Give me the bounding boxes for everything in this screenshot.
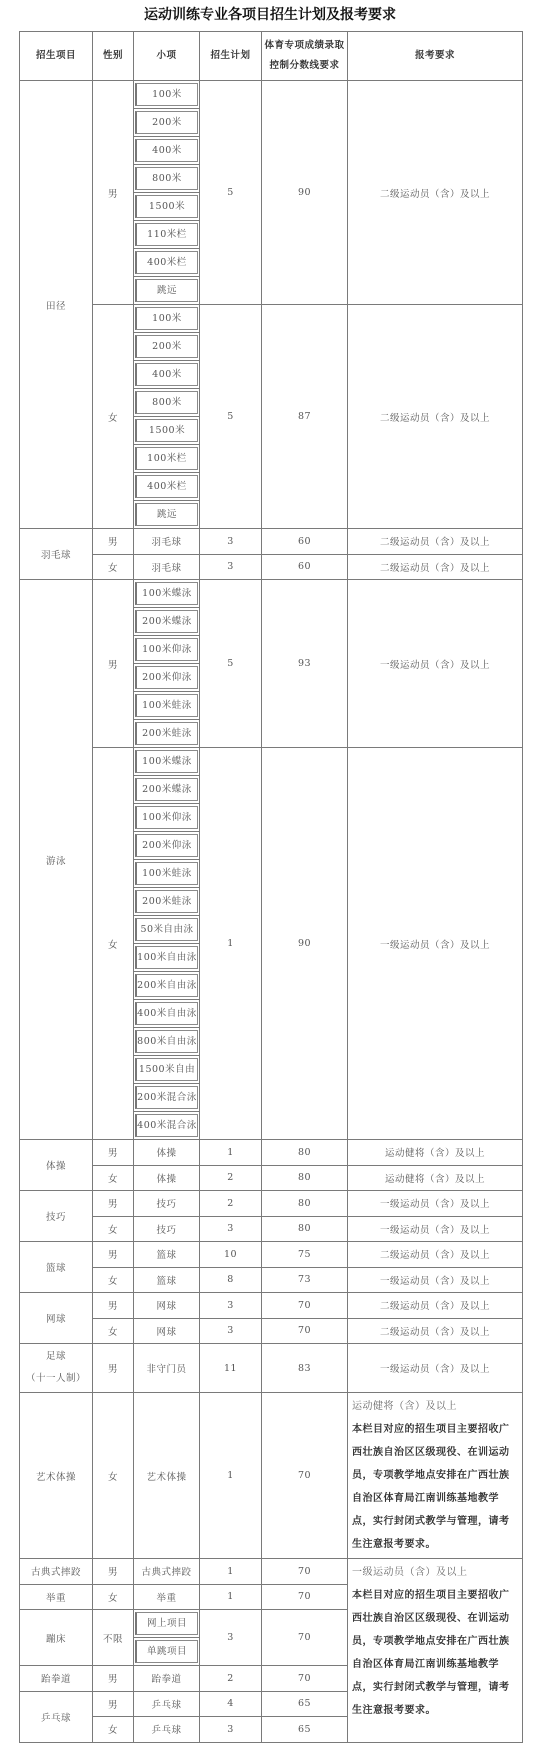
requirement-cell: 一级运动员（含）及以上 [348,1216,523,1242]
score-cell: 75 [262,1242,348,1268]
event-label: 100米 [135,307,198,330]
score-cell: 70 [262,1610,348,1666]
gender-cell: 男 [93,1191,134,1217]
event-cell [134,804,200,832]
project-cell [20,1344,93,1393]
project-cell: 网球 [20,1293,93,1344]
event-cell [134,972,200,1000]
table-row [20,1318,523,1344]
plan-cell: 1 [200,1584,262,1610]
plan-cell: 1 [200,1393,262,1559]
event-label: 单跳项目 [135,1640,198,1663]
table-row [20,1140,523,1166]
event-cell [134,361,200,389]
event-label: 100米自由泳 [135,946,198,969]
gender-cell: 女 [93,305,134,529]
event-label: 200米蛙泳 [135,722,198,745]
event-cell: 体操 [134,1165,200,1191]
event-cell: 篮球 [134,1267,200,1293]
event-label: 100米蛙泳 [135,862,198,885]
project-cell: 篮球 [20,1242,93,1293]
requirement-cell: 二级运动员（含）及以上 [348,1293,523,1319]
event-cell [134,636,200,664]
event-cell [134,1084,200,1112]
requirement-cell: 一级运动员（含）及以上 [348,1267,523,1293]
event-cell [134,888,200,916]
score-cell: 80 [262,1140,348,1166]
event-cell [134,580,200,608]
project-cell: 举重 [20,1584,93,1610]
event-cell: 网球 [134,1318,200,1344]
event-cell: 羽毛球 [134,529,200,555]
score-cell: 80 [262,1216,348,1242]
event-label: 200米仰泳 [135,666,198,689]
table-row [20,748,523,776]
event-cell: 乒乓球 [134,1717,200,1743]
score-cell: 90 [262,748,348,1140]
plan-cell: 3 [200,554,262,580]
gender-cell: 女 [93,1216,134,1242]
gender-cell: 女 [93,554,134,580]
header-row [20,32,523,81]
event-cell [134,1056,200,1084]
score-cell: 83 [262,1344,348,1393]
plan-cell: 5 [200,580,262,748]
event-label: 200米蛙泳 [135,890,198,913]
project-cell: 游泳 [20,580,93,1140]
requirement-cell: 二级运动员（含）及以上 [348,305,523,529]
event-label: 200米仰泳 [135,834,198,857]
gender-cell: 女 [93,1393,134,1559]
project-cell: 乒乓球 [20,1691,93,1742]
event-cell: 篮球 [134,1242,200,1268]
event-cell [134,1610,200,1638]
table-row [20,1344,523,1393]
event-cell [134,720,200,748]
score-cell: 70 [262,1666,348,1692]
requirement-cell: 二级运动员（含）及以上 [348,81,523,305]
page-title: 运动训练专业各项目招生计划及报考要求 [144,7,396,23]
event-cell [134,776,200,804]
event-cell [134,109,200,137]
requirement-note: 本栏目对应的招生项目主要招收广西壮族自治区区级现役、在训运动员，专项教学地点安排在广西壮族自治区体育局江南训练基地教学点，实行封闭式教学与管理，请考生注意报考要求。 [352,1590,510,1716]
event-cell: 网球 [134,1293,200,1319]
event-label: 100米蛙泳 [135,694,198,717]
project-cell: 田径 [20,81,93,529]
table-row [20,1393,523,1559]
gender-cell: 女 [93,1584,134,1610]
event-cell [134,249,200,277]
gender-cell: 男 [93,1691,134,1717]
plan-cell: 1 [200,1140,262,1166]
score-cell: 87 [262,305,348,529]
score-cell: 70 [262,1293,348,1319]
table-row [20,1242,523,1268]
event-cell [134,1000,200,1028]
event-label: 800米 [135,167,198,190]
plan-cell: 2 [200,1666,262,1692]
event-cell [134,221,200,249]
score-cell: 73 [262,1267,348,1293]
event-cell [134,944,200,972]
plan-cell: 11 [200,1344,262,1393]
event-cell: 体操 [134,1140,200,1166]
gender-cell: 男 [93,1140,134,1166]
event-label: 100米仰泳 [135,806,198,829]
event-cell [134,81,200,109]
event-cell [134,445,200,473]
gender-cell: 男 [93,81,134,305]
enrollment-table [19,31,523,1743]
gender-cell: 女 [93,1165,134,1191]
event-cell: 跆拳道 [134,1666,200,1692]
project-cell: 跆拳道 [20,1666,93,1692]
requirement-text: 一级运动员（含）及以上 [352,1567,468,1578]
event-cell: 羽毛球 [134,554,200,580]
requirement-cell: 二级运动员（含）及以上 [348,1242,523,1268]
score-cell: 65 [262,1717,348,1743]
plan-cell: 3 [200,529,262,555]
header-gender: 性别 [93,32,134,81]
event-cell [134,501,200,529]
gender-cell: 男 [93,1666,134,1692]
project-cell: 羽毛球 [20,529,93,580]
score-cell: 70 [262,1318,348,1344]
table-row [20,1216,523,1242]
requirement-note-cell [348,1559,523,1743]
score-cell: 90 [262,81,348,305]
event-cell [134,832,200,860]
event-cell [134,1638,200,1666]
event-cell [134,692,200,720]
table-row [20,1267,523,1293]
requirement-cell: 一级运动员（含）及以上 [348,1191,523,1217]
project-name-line2: （十一人制） [25,1373,86,1384]
event-label: 50米自由泳 [135,918,198,941]
score-cell: 60 [262,529,348,555]
event-label: 800米自由泳 [135,1030,198,1053]
event-label: 网上项目 [135,1612,198,1635]
header-requirement: 报考要求 [348,32,523,81]
event-label: 400米栏 [135,475,198,498]
event-label: 800米 [135,391,198,414]
event-label: 1500米自由 [135,1058,198,1081]
gender-cell: 男 [93,1242,134,1268]
score-cell: 70 [262,1393,348,1559]
plan-cell: 4 [200,1691,262,1717]
event-cell [134,165,200,193]
plan-cell: 3 [200,1293,262,1319]
event-label: 跳远 [135,503,198,526]
table-row [20,529,523,555]
gender-cell: 男 [93,1344,134,1393]
score-cell: 70 [262,1584,348,1610]
event-cell: 乒乓球 [134,1691,200,1717]
plan-cell: 3 [200,1717,262,1743]
score-cell: 80 [262,1165,348,1191]
event-label: 跳远 [135,279,198,302]
project-cell: 古典式摔跤 [20,1559,93,1585]
event-cell [134,748,200,776]
event-label: 400米混合泳 [135,1114,198,1137]
score-cell: 65 [262,1691,348,1717]
header-event: 小项 [134,32,200,81]
requirement-note-cell [348,1393,523,1559]
table-row [20,1559,523,1585]
event-cell [134,473,200,501]
event-cell [134,277,200,305]
event-cell [134,1028,200,1056]
requirement-cell: 一级运动员（含）及以上 [348,580,523,748]
event-label: 100米蝶泳 [135,750,198,773]
header-score-line2: 控制分数线要求 [269,60,340,71]
event-cell [134,193,200,221]
project-cell: 技巧 [20,1191,93,1242]
requirement-cell: 运动健将（含）及以上 [348,1165,523,1191]
plan-cell: 10 [200,1242,262,1268]
requirement-cell: 运动健将（含）及以上 [348,1140,523,1166]
event-cell: 古典式摔跤 [134,1559,200,1585]
header-score-line1: 体育专项成绩录取 [264,40,345,51]
gender-cell: 男 [93,580,134,748]
plan-cell: 5 [200,305,262,529]
table-row [20,305,523,333]
score-cell: 80 [262,1191,348,1217]
event-cell [134,860,200,888]
table-row [20,1165,523,1191]
event-cell [134,664,200,692]
plan-cell: 5 [200,81,262,305]
event-label: 100米栏 [135,447,198,470]
table-row [20,554,523,580]
table-row [20,81,523,109]
project-name-line1: 足球 [45,1351,66,1362]
requirement-cell: 二级运动员（含）及以上 [348,554,523,580]
event-label: 400米自由泳 [135,1002,198,1025]
event-label: 200米蝶泳 [135,610,198,633]
event-label: 200米蝶泳 [135,778,198,801]
requirement-cell: 二级运动员（含）及以上 [348,529,523,555]
event-label: 400米 [135,139,198,162]
table-row [20,580,523,608]
event-label: 200米混合泳 [135,1086,198,1109]
requirement-note: 本栏目对应的招生项目主要招收广西壮族自治区区级现役、在训运动员，专项教学地点安排在广西壮族自治区体育局江南训练基地教学点，实行封闭式教学与管理，请考生注意报考要求。 [352,1424,510,1550]
plan-cell: 8 [200,1267,262,1293]
header-score [262,32,348,81]
project-cell: 蹦床 [20,1610,93,1666]
event-cell [134,333,200,361]
table-row [20,1293,523,1319]
event-label: 100米仰泳 [135,638,198,661]
gender-cell: 不限 [93,1610,134,1666]
event-cell [134,389,200,417]
gender-cell: 男 [93,1293,134,1319]
plan-cell: 1 [200,748,262,1140]
event-cell: 技巧 [134,1191,200,1217]
event-label: 100米 [135,83,198,106]
gender-cell: 男 [93,529,134,555]
plan-cell: 1 [200,1559,262,1585]
score-cell: 70 [262,1559,348,1585]
plan-cell: 3 [200,1610,262,1666]
event-cell: 非守门员 [134,1344,200,1393]
event-cell [134,608,200,636]
header-project: 招生项目 [20,32,93,81]
event-label: 200米 [135,111,198,134]
project-cell: 艺术体操 [20,1393,93,1559]
gender-cell: 女 [93,748,134,1140]
gender-cell: 女 [93,1717,134,1743]
gender-cell: 女 [93,1318,134,1344]
event-label: 200米 [135,335,198,358]
plan-cell: 3 [200,1318,262,1344]
event-label: 1500米 [135,419,198,442]
plan-cell: 2 [200,1165,262,1191]
event-label: 400米 [135,363,198,386]
event-label: 1500米 [135,195,198,218]
table-row [20,1191,523,1217]
event-label: 400米栏 [135,251,198,274]
event-cell: 技巧 [134,1216,200,1242]
gender-cell: 女 [93,1267,134,1293]
event-cell [134,1112,200,1140]
event-cell [134,137,200,165]
requirement-text: 运动健将（含）及以上 [352,1401,457,1412]
event-label: 110米栏 [135,223,198,246]
event-label: 200米自由泳 [135,974,198,997]
event-cell [134,305,200,333]
plan-cell: 2 [200,1191,262,1217]
event-cell [134,417,200,445]
event-cell: 艺术体操 [134,1393,200,1559]
event-cell: 举重 [134,1584,200,1610]
requirement-cell: 一级运动员（含）及以上 [348,748,523,1140]
event-label: 100米蝶泳 [135,582,198,605]
project-cell: 体操 [20,1140,93,1191]
header-plan: 招生计划 [200,32,262,81]
score-cell: 60 [262,554,348,580]
gender-cell: 男 [93,1559,134,1585]
score-cell: 93 [262,580,348,748]
requirement-cell: 二级运动员（含）及以上 [348,1318,523,1344]
event-cell [134,916,200,944]
requirement-cell: 一级运动员（含）及以上 [348,1344,523,1393]
plan-cell: 3 [200,1216,262,1242]
